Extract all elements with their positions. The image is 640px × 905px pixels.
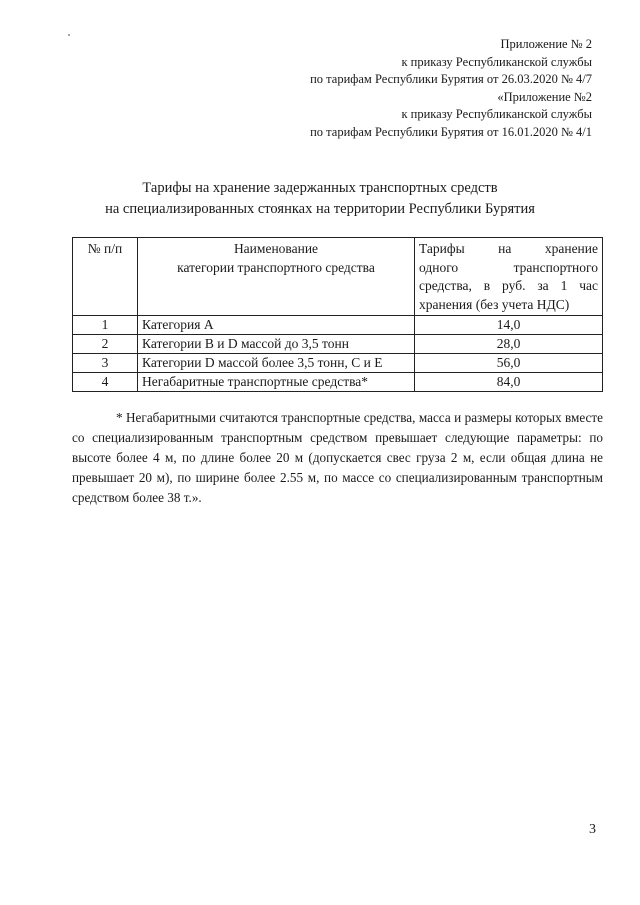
header-num: № п/п bbox=[73, 238, 138, 316]
header-name bbox=[138, 238, 415, 316]
header-line: «Приложение №2 bbox=[497, 89, 592, 104]
document-title bbox=[0, 178, 640, 220]
header-line: Приложение № 2 bbox=[500, 37, 592, 51]
header-line: к приказу Республиканской службы bbox=[401, 54, 592, 69]
header-tariff-line: Тарифы на хранение bbox=[419, 241, 598, 256]
header-tariff bbox=[415, 238, 603, 316]
title-line-1: Тарифы на хранение задержанных транспортных средств bbox=[142, 180, 498, 196]
row-name: Категории В и D массой до 3,5 тонн bbox=[138, 335, 415, 354]
footnote bbox=[72, 408, 603, 508]
tariff-table bbox=[72, 237, 603, 392]
table-row bbox=[73, 316, 603, 335]
row-num: 1 bbox=[73, 316, 138, 335]
table-row bbox=[73, 335, 603, 354]
header-tariff-line: одного транспортного bbox=[419, 259, 598, 275]
scan-speck bbox=[68, 34, 70, 36]
table-row bbox=[73, 373, 603, 392]
header-line: к приказу Республиканской службы bbox=[401, 107, 592, 122]
appendix-header bbox=[310, 36, 592, 142]
table-header-row bbox=[73, 238, 603, 316]
page-number: 3 bbox=[589, 822, 596, 837]
row-num: 4 bbox=[73, 373, 138, 392]
header-line: по тарифам Республики Бурятия от 26.03.2020 № 4/7 bbox=[310, 72, 592, 87]
row-name: Негабаритные транспортные средства* bbox=[138, 373, 415, 392]
row-name: Категории D массой более 3,5 тонн, С и Е bbox=[138, 354, 415, 373]
row-name: Категория А bbox=[138, 316, 415, 335]
footnote-text: * Негабаритными считаются транспортные средства, масса и размеры которых вместе со специализированным транспортным средством превышает следующие параметры: по высоте более 4 м, по длине более 20 м (допускается свес груза 2 м, если общая длина не превышает 20 м), по ширине более 2.55 м, по массе со специализированным транспортным средством более 38 т.». bbox=[72, 410, 603, 505]
row-price: 14,0 bbox=[415, 316, 603, 335]
table-row bbox=[73, 354, 603, 373]
row-price: 28,0 bbox=[415, 335, 603, 354]
row-num: 2 bbox=[73, 335, 138, 354]
title-line-2: на специализированных стоянках на территории Республики Бурятия bbox=[105, 201, 535, 217]
row-price: 84,0 bbox=[415, 373, 603, 392]
header-name-line-1: Наименование bbox=[233, 241, 319, 256]
row-price: 56,0 bbox=[415, 354, 603, 373]
header-tariff-line: средства, в руб. за 1 час bbox=[419, 278, 598, 293]
header-line: по тарифам Республики Бурятия от 16.01.2020 № 4/1 bbox=[310, 124, 592, 139]
row-num: 3 bbox=[73, 354, 138, 373]
header-name-line-2: категории транспортного средства bbox=[177, 259, 375, 275]
header-tariff-line: хранения (без учета НДС) bbox=[419, 296, 570, 312]
